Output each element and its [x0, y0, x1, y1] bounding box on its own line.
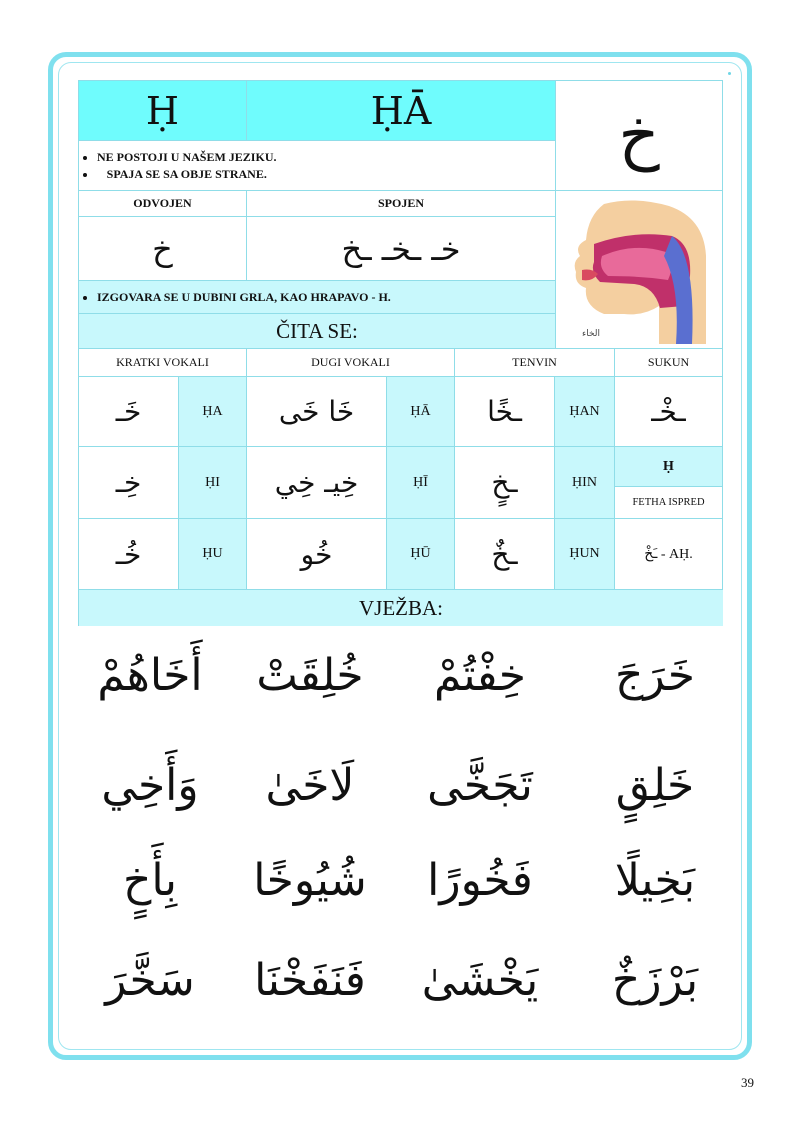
form-joined: خـ ـخـ ـخ — [247, 217, 556, 281]
corner-dot — [728, 72, 731, 75]
sukun-ar: ـخْـ — [615, 377, 723, 447]
long-vowel-lat: ḤĀ — [387, 377, 455, 447]
header-long-vowels: DUGI VOKALI — [247, 349, 455, 377]
exercise-word: بِأَخٍ — [122, 855, 178, 906]
long-vowel-ar: خُو — [247, 519, 387, 590]
exercise-word: لَاخَىٰ — [265, 760, 355, 811]
short-vowel-lat: ḤU — [179, 519, 247, 590]
sukun-note: FETHA ISPRED — [615, 487, 723, 519]
short-vowel-lat: ḤA — [179, 377, 247, 447]
form-separate: خ — [79, 217, 247, 281]
tanwin-ar: ـخٍ — [455, 447, 555, 519]
letter-table — [78, 80, 723, 626]
image-caption: الخاء — [582, 328, 601, 339]
exercise-word: أَخَاهُمْ — [97, 650, 203, 701]
exercise-word: خُلِقَتْ — [256, 650, 364, 701]
exercise-word: خَرَجَ — [615, 650, 695, 701]
arabic-letter: خ — [556, 81, 723, 191]
exercise-word: بَخِيلًا — [614, 855, 696, 906]
header-tanwin: TENVIN — [455, 349, 615, 377]
pronunciation-note — [79, 281, 556, 314]
exercise-word: فَخُورًا — [427, 855, 533, 906]
joined-label: SPOJEN — [247, 191, 556, 217]
header-short-vowels: KRATKI VOKALI — [79, 349, 247, 377]
exercise-word: خَلِقٍ — [615, 760, 695, 811]
exercise-word: وَأَخِي — [101, 760, 199, 811]
separate-label: ODVOJEN — [79, 191, 247, 217]
long-vowel-lat: ḤĪ — [387, 447, 455, 519]
header-sukun: SUKUN — [615, 349, 723, 377]
short-vowel-lat: ḤI — [179, 447, 247, 519]
notes-top — [79, 141, 556, 191]
page-number: 39 — [741, 1075, 754, 1090]
note-item: • SPAJA SE SA OBJE STRANE. — [97, 167, 276, 182]
long-vowel-lat: ḤŪ — [387, 519, 455, 590]
throat-diagram — [556, 191, 723, 349]
sukun-lat: Ḥ — [615, 447, 723, 487]
long-vowel-ar: خِيـ خِي — [247, 447, 387, 519]
short-vowel-ar: خِـ — [79, 447, 179, 519]
tanwin-ar: ـخٌ — [455, 519, 555, 590]
note-item: • NE POSTOJI U NAŠEM JEZIKU. — [97, 150, 276, 165]
exercise-word: فَنَفَخْنَا — [254, 955, 366, 1006]
exercise-title: VJEŽBA: — [79, 590, 723, 626]
long-vowel-ar: خَا خَى — [247, 377, 387, 447]
transliteration-letter: Ḥ — [79, 81, 247, 141]
exercise-word: يَخْشَىٰ — [421, 955, 539, 1006]
tanwin-lat: ḤAN — [555, 377, 615, 447]
exercise-word: تَجَخَّى — [427, 760, 533, 811]
tanwin-lat: ḤIN — [555, 447, 615, 519]
pronunciation-text: • IZGOVARA SE U DUBINI GRLA, KAO HRAPAVO - H. — [97, 290, 391, 305]
reads-title: ČITA SE: — [79, 314, 556, 349]
short-vowel-ar: خُـ — [79, 519, 179, 590]
letter-name: ḤĀ — [247, 81, 556, 141]
tanwin-ar: ـخًا — [455, 377, 555, 447]
exercise-word: سَخَّرَ — [105, 955, 195, 1006]
exercise-word: بَرْزَخٌ — [611, 955, 699, 1006]
exercise-word: خِفْتُمْ — [433, 650, 527, 701]
short-vowel-ar: خَـ — [79, 377, 179, 447]
sukun-example: ـَخْ - AḤ. — [615, 519, 723, 590]
throat-illustration — [564, 196, 714, 344]
exercise-word: شُيُوخًا — [253, 855, 367, 906]
tanwin-lat: ḤUN — [555, 519, 615, 590]
